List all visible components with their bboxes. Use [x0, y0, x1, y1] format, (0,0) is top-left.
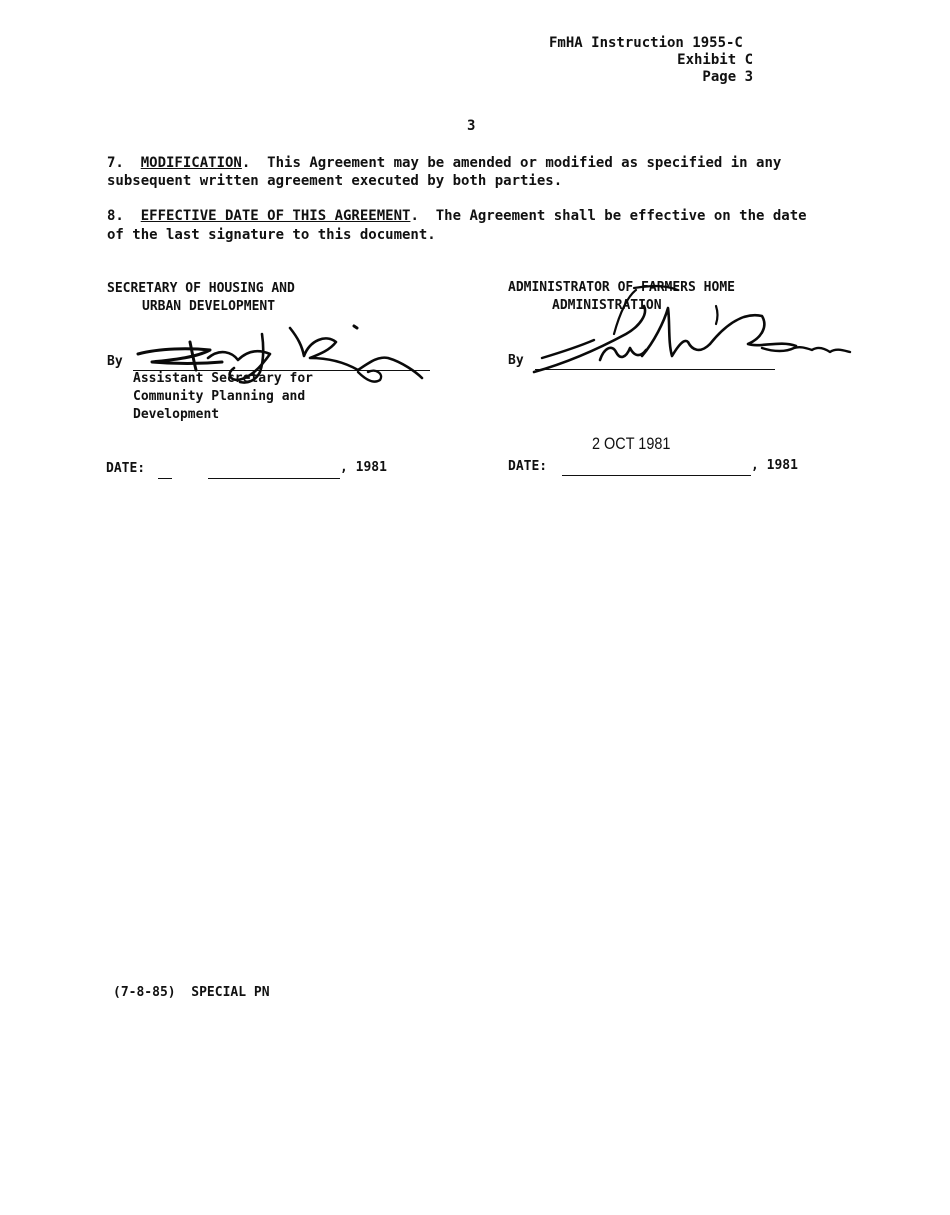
left-party-title: SECRETARY OF HOUSING AND: [107, 281, 295, 296]
section-title: EFFECTIVE DATE OF THIS AGREEMENT: [140, 208, 411, 224]
left-date-line: [208, 478, 340, 479]
page-number: 3: [467, 118, 476, 134]
left-date-year: , 1981: [340, 460, 387, 475]
left-date-line: [158, 478, 172, 479]
section-title: MODIFICATION: [140, 155, 242, 171]
left-signer-title: Assistant Secretary for: [133, 371, 314, 386]
left-signer-title: Community Planning and: [133, 389, 306, 404]
section-text: This Agreement may be amended or modified as specified in any: [267, 155, 782, 171]
header-page: Page 3: [702, 69, 753, 85]
right-party-title: ADMINISTRATION: [552, 298, 662, 313]
left-party-title: URBAN DEVELOPMENT: [142, 299, 276, 314]
header-instruction: FmHA Instruction 1955-C: [549, 35, 743, 51]
section-text: of the last signature to this document.: [107, 227, 436, 243]
section-text: The Agreement shall be effective on the date: [435, 208, 807, 224]
right-date-label: DATE:: [508, 459, 548, 474]
footer-revision: (7-8-85) SPECIAL PN: [113, 985, 270, 1000]
right-date-year: , 1981: [751, 458, 798, 473]
right-date-line: [562, 475, 751, 476]
right-handwritten-signature: [530, 282, 860, 377]
left-date-label: DATE:: [106, 461, 146, 476]
left-signer-title: Development: [133, 407, 220, 422]
right-party-title: ADMINISTRATOR OF FARMERS HOME: [508, 280, 735, 295]
left-by-label: By: [107, 354, 123, 369]
section-text: subsequent written agreement executed by both parties.: [107, 173, 563, 189]
header-exhibit: Exhibit C: [677, 52, 753, 68]
section-number: 8.: [107, 208, 124, 224]
right-by-label: By: [508, 353, 524, 368]
section-number: 7.: [107, 155, 124, 171]
date-stamp: 2 OCT 1981: [592, 434, 671, 453]
